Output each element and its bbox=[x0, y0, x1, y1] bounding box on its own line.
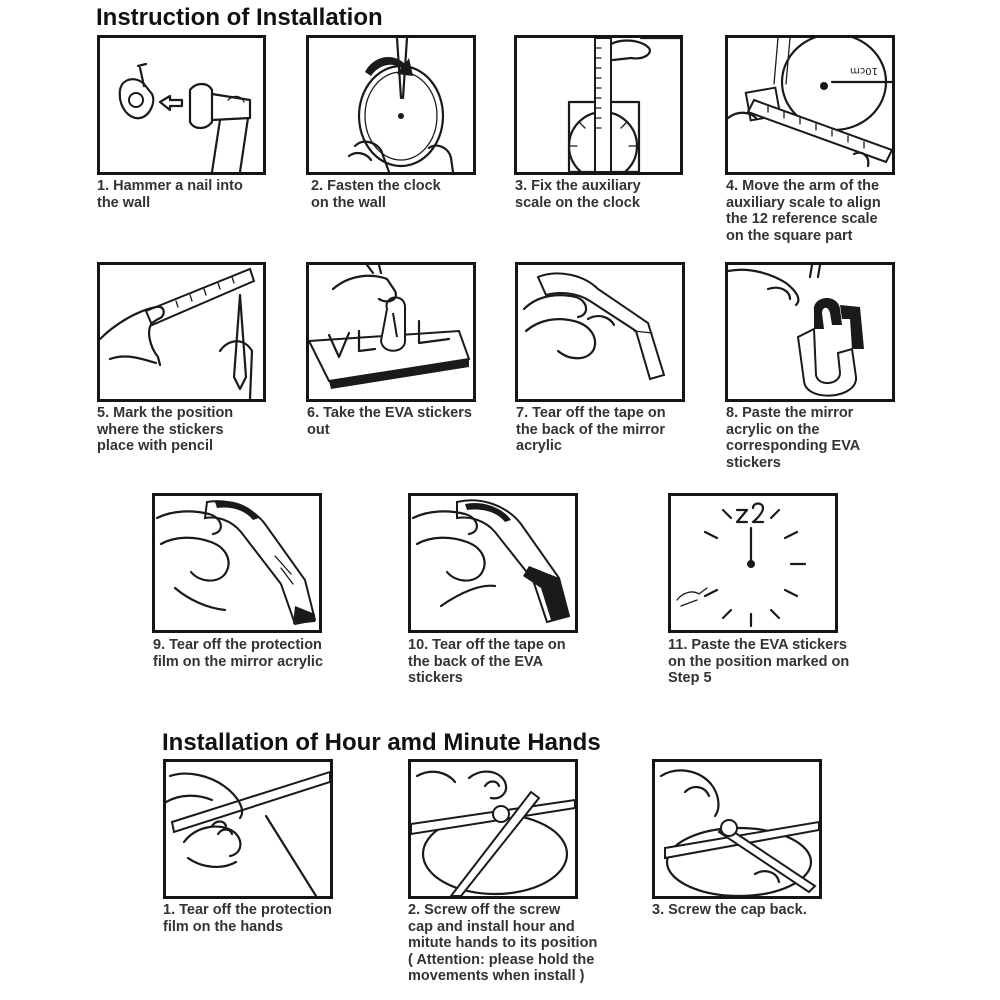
step-10-illustration bbox=[408, 493, 578, 633]
protection-film-icon bbox=[155, 496, 319, 630]
screw-cap-icon bbox=[411, 762, 575, 896]
step-4-illustration bbox=[725, 35, 895, 175]
step-5-illustration bbox=[97, 262, 266, 402]
screw-back-icon bbox=[655, 762, 819, 896]
hand-step-3-caption: 3. Screw the cap back. bbox=[652, 902, 807, 918]
align-scale-icon bbox=[728, 38, 892, 172]
step-11-caption: 11. Paste the EVA stickers on the position marked on Step 5 bbox=[668, 637, 850, 686]
step-2-caption: 2. Fasten the clock on the wall bbox=[311, 178, 441, 211]
paste-mirror-icon bbox=[728, 265, 892, 399]
hammer-nail-icon bbox=[100, 38, 263, 172]
step-10-caption: 10. Tear off the tape on the back of the EVA stickers bbox=[408, 637, 566, 686]
hand-step-2-caption: 2. Screw off the screw cap and install hour and mitute hands to its position ( Attention: please hold the movements when install ) bbox=[408, 902, 598, 984]
step-5-caption: 5. Mark the position where the stickers place with pencil bbox=[97, 405, 234, 454]
step-4-caption: 4. Move the arm of the auxiliary scale to align the 12 reference scale on the square part bbox=[726, 178, 881, 244]
step-11-illustration bbox=[668, 493, 838, 633]
step-2-illustration bbox=[306, 35, 476, 175]
pencil-mark-icon bbox=[100, 265, 263, 399]
auxiliary-scale-icon bbox=[517, 38, 680, 172]
hand-step-1-illustration bbox=[163, 759, 333, 899]
hand-step-1-caption: 1. Tear off the protection film on the hands bbox=[163, 902, 332, 935]
eva-stickers-icon bbox=[309, 265, 473, 399]
scale-label: 10cm bbox=[850, 65, 878, 76]
step-6-caption: 6. Take the EVA stickers out bbox=[307, 405, 472, 438]
step-8-illustration bbox=[725, 262, 895, 402]
hand-step-3-illustration bbox=[652, 759, 822, 899]
step-9-caption: 9. Tear off the protection film on the mirror acrylic bbox=[153, 637, 324, 670]
step-9-illustration bbox=[152, 493, 322, 633]
tear-tape-icon bbox=[518, 265, 682, 399]
step-7-illustration bbox=[515, 262, 685, 402]
step-7-caption: 7. Tear off the tape on the back of the mirror acrylic bbox=[516, 405, 666, 454]
step-3-caption: 3. Fix the auxiliary scale on the clock bbox=[515, 178, 641, 211]
hands-film-icon bbox=[166, 762, 330, 896]
step-1-illustration bbox=[97, 35, 266, 175]
step-1-caption: 1. Hammer a nail into the wall bbox=[97, 178, 243, 211]
step-3-illustration bbox=[514, 35, 683, 175]
page-title: Instruction of Installation bbox=[96, 4, 383, 31]
finished-clock-icon bbox=[671, 496, 835, 630]
hand-step-2-illustration bbox=[408, 759, 578, 899]
eva-tape-icon bbox=[411, 496, 575, 630]
clock-on-wall-icon bbox=[309, 38, 473, 172]
hands-section-title: Installation of Hour amd Minute Hands bbox=[162, 729, 601, 756]
step-6-illustration bbox=[306, 262, 476, 402]
step-8-caption: 8. Paste the mirror acrylic on the corresponding EVA stickers bbox=[726, 405, 861, 471]
